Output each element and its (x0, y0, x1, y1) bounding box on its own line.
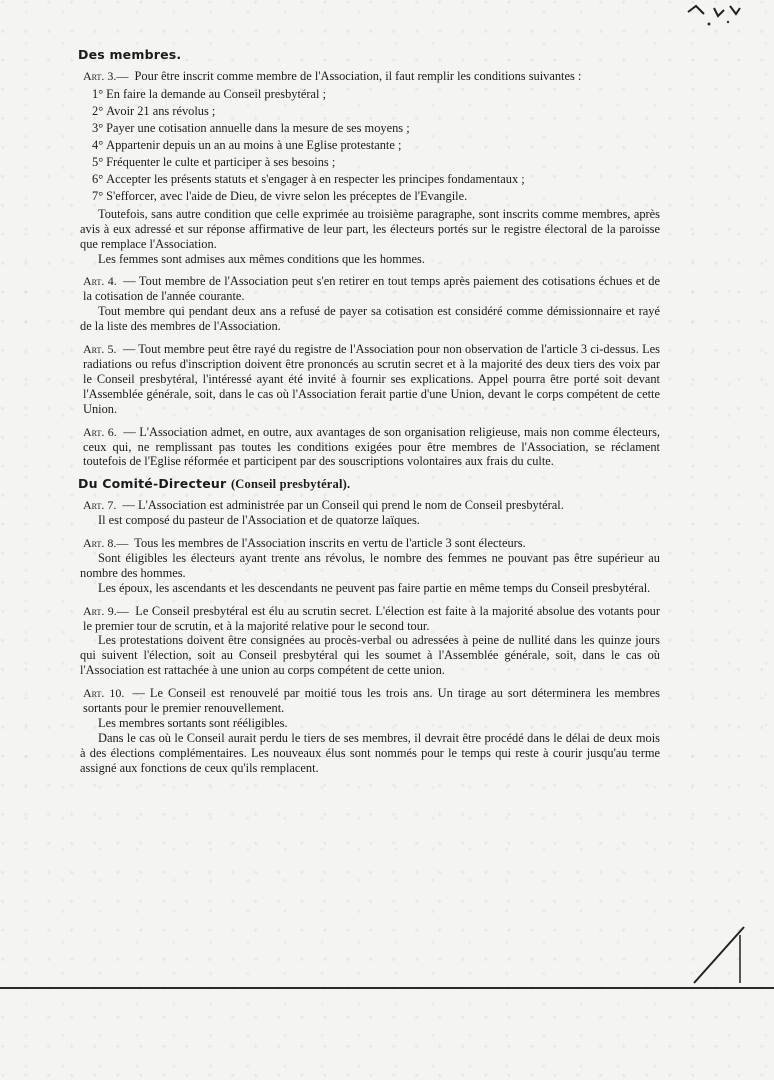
section-title-committee (78, 477, 660, 492)
article-label: Art. 5. (83, 342, 117, 357)
condition-item (80, 120, 660, 137)
article-3 (80, 69, 660, 267)
article-label: Art. 6. (83, 424, 117, 439)
article-paragraph: Il est composé du pasteur de l'Association et de quatorze laïques. (98, 513, 420, 528)
condition-text: Accepter les présents statuts et s'engager à en respecter les principes fondamentaux ; (106, 171, 525, 186)
article-paragraph: Toutefois, sans autre condition que celle exprimée au troisième paragraphe, sont inscrits comme membres, après avis à eux adressé et sur réponse affirmative de leur part, les électeurs portés sur le registre électoral de la paroisse que remplace l'Association. (80, 206, 660, 251)
condition-item (80, 171, 660, 188)
article-8 (80, 536, 660, 596)
condition-text: Avoir 21 ans révolus ; (106, 103, 216, 118)
page-bottom-edge (0, 987, 774, 989)
article-paragraph: Sont éligibles les électeurs ayant trente ans révolus, le nombre des femmes ne pouvant pas être supérieur au nombre des hommes. (80, 550, 660, 580)
article-text: — Tout membre peut être rayé du registre de l'Association pour non observation de l'article 3 ci-dessus. Les radiations ou refus d'inscription doivent être prononcés au scrutin secret et à la majorité des deux tiers des voix par le Conseil presbytéral, l'intéressé ayant été invité à fournir ses explications. Appel pourra être porté soit devant l'Assemblée générale, soit, dans le cas où l'Association ferait partie d'une Union, devant le corps compétent de cette Union. (83, 342, 660, 416)
article-paragraph: Les femmes sont admises aux mêmes conditions que les hommes. (98, 251, 425, 266)
scan-artifact-top (684, 2, 744, 42)
article-7 (80, 498, 660, 528)
article-intro: Pour être inscrit comme membre de l'Association, il faut remplir les conditions suivantes : (134, 68, 582, 83)
article-text: — Le Conseil est renouvelé par moitié tous les trois ans. Un tirage au sort déterminera les membres sortants pour le premier renouvellement. (83, 686, 660, 716)
article-10 (80, 686, 660, 775)
condition-item (80, 188, 660, 205)
article-paragraph: Dans le cas où le Conseil aurait perdu le tiers de ses membres, il devrait être procédé dans le délai de deux mois à des élections complémentaires. Les nouveaux élus sont nommés pour le temps qui reste à courir jusqu'au terme assigné aux fonctions de ceux qu'ils remplacent. (80, 730, 660, 775)
article-paragraph: Les membres sortants sont rééligibles. (98, 716, 288, 730)
article-label: Art. 4. (83, 274, 117, 289)
condition-item (80, 154, 660, 171)
article-6 (80, 425, 660, 470)
statutes-text (80, 46, 660, 784)
article-paragraph: Les protestations doivent être consignées au procès-verbal ou adressées à peine de nullité dans les quinze jours qui suivent l'élection, soit au Conseil presbytéral qui les soumet à l'Assemblée générale, soit, dans le cas où l'Association est rattachée à une union au corps compétent de cette union. (80, 633, 660, 678)
condition-number: 7° (92, 188, 104, 203)
article-label: Art. 3.— (83, 68, 129, 83)
condition-number: 3° (92, 120, 104, 135)
article-text: — L'Association admet, en outre, aux avantages de son organisation religieuse, mais non comme électeurs, ceux qui, ne remplissant pas toutes les conditions exigées pour être membres de l'Association, se réclament toutefois de l'Eglise réformée et participent par des souscriptions volontaires aux frais du culte. (83, 424, 660, 469)
section-title-text: Du Comité-Directeur (78, 476, 227, 492)
article-label: Art. 10. (83, 686, 125, 701)
article-label: Art. 9.— (83, 603, 129, 618)
condition-item (80, 137, 660, 154)
article-label: Art. 7. (83, 498, 117, 513)
article-9 (80, 604, 660, 679)
article-text: Tous les membres de l'Association inscrits en vertu de l'article 3 sont électeurs. (134, 536, 526, 551)
condition-number: 6° (92, 171, 104, 186)
condition-text: Fréquenter le culte et participer à ses besoins ; (106, 154, 336, 169)
conditions-list (80, 86, 660, 205)
section-title-members (78, 48, 660, 63)
condition-number: 5° (92, 154, 104, 169)
condition-number: 4° (92, 137, 104, 152)
article-label: Art. 8.— (83, 536, 129, 551)
article-5 (80, 342, 660, 417)
section-title-subtext: (Conseil presbytéral). (230, 477, 351, 492)
article-text: Le Conseil presbytéral est élu au scrutin secret. L'élection est faite à la majorité absolue des votants pour le premier tour de scrutin, et à la majorité relative pour le second tour. (83, 603, 660, 633)
condition-number: 1° (92, 86, 104, 101)
article-paragraph: Tout membre qui pendant deux ans a refusé de payer sa cotisation est considéré comme démissionnaire et rayé de la liste des membres de l'Association. (80, 304, 660, 334)
condition-text: Appartenir depuis un an au moins à une Eglise protestante ; (106, 137, 402, 152)
article-text: — Tout membre de l'Association peut s'en retirer en tout temps après paiement des cotisations échues et de la cotisation de l'année courante. (83, 274, 660, 304)
article-4 (80, 274, 660, 334)
condition-number: 2° (92, 103, 104, 118)
section-title-text: Des membres. (78, 47, 182, 62)
condition-text: En faire la demande au Conseil presbytéral ; (106, 86, 327, 101)
condition-text: Payer une cotisation annuelle dans la mesure de ses moyens ; (106, 120, 410, 135)
article-text: — L'Association est administrée par un Conseil qui prend le nom de Conseil presbytéral. (122, 498, 564, 513)
condition-item (80, 86, 660, 103)
article-paragraph: Les époux, les ascendants et les descendants ne peuvent pas faire partie en même temps du Conseil presbytéral. (98, 580, 651, 595)
condition-item (80, 103, 660, 120)
page-corner-fold (686, 925, 746, 985)
condition-text: S'efforcer, avec l'aide de Dieu, de vivre selon les préceptes de l'Evangile. (106, 188, 468, 203)
